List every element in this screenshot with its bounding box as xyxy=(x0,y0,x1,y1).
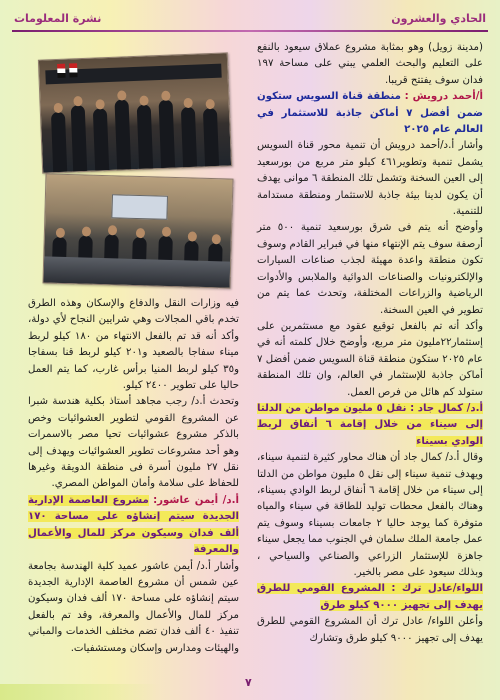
paragraph: وقال أ.د/ كمال جاد أن هناك محاور كثيرة لتنمية سيناء، ويهدف تنمية سيناء إلى نقل ٥ مليون مواطن من الدلتا إلى سيناء من خلال إقامة ٦ أنفاق لربط الوادي بسيناء، وهناك بالفعل محطات توليد للطاقة في سيناء والمياه متوفرة كما يوجد حاليا ٢ جامعات بسيناء وسوف يتم عمل جامعة الملك سلمان في الجنوب مما يجعل سيناء جاهزة للإستثمار الزراعي والصناعي والسياحي ، وبذلك سيعود على مصر بالخير. xyxy=(257,452,483,578)
section-heading xyxy=(257,89,483,138)
page-header xyxy=(0,6,500,30)
paragraph: وأكد أنه تم بالفعل توقيع عقود مع مستثمرين على إستثمار٢٢مليون متر مربع، وأوضح خلال كلمته أنه في عام ٢٠٢٥ ستكون منطقة قناة السويس ضمن أفضل ٧ أماكن جاذبة للإستثمار في العالم، وان تلك المنطقة ستولد كم هائل من فرص العمل. xyxy=(257,320,483,398)
conference-panel-photo xyxy=(43,173,234,288)
person-figure xyxy=(181,107,197,167)
person-figure xyxy=(137,104,153,168)
person-figure xyxy=(203,108,219,166)
person-figure xyxy=(51,112,67,172)
speaker-name: أ/أحمد درويش : xyxy=(404,91,483,103)
paragraph: وأشار أ.د/أحمد درويش أن تنمية محور قناة السويس يشمل تنمية وتطوير٤٦١ كيلو متر مربع من بورسعيد إلى العين السخنة وتشمل تلك المنطقة ٦ موانى يهدف أن يكون لدينا بيئة جاذبة للاستثمار ومنطقة مستدامة للتنمية. xyxy=(257,140,483,218)
paragraph: وأعلن اللواء/ عادل ترك أن المشروع القومي للطرق يهدف إلى تجهيز ٩٠٠٠ كيلو طرق وتشارك xyxy=(257,616,483,644)
projection-screen xyxy=(111,194,168,220)
person-figure xyxy=(159,100,176,168)
flag-icon xyxy=(69,63,78,77)
issue-label: الحادي والعشرون xyxy=(391,12,486,25)
page-number: ٧ xyxy=(245,676,252,689)
person-figure xyxy=(93,108,109,170)
paragraph: وأشار أ.د/ أيمن عاشور عميد كلية الهندسة بجامعة عين شمس أن مشروع العاصمة الإدارية الجديدة سيتم إنشاؤه على مساحة ١٧٠ ألف فدان وسيكون مركز للمال والأعمال والمعرفة، وقد تم بالفعل تنفيذ ٤٠ ألف فدان تضم مختلف الخدمات والمباني والهيئات ومدارس وإسكان ومستشفيات. xyxy=(28,560,239,654)
section-heading xyxy=(28,493,239,559)
corner-decoration xyxy=(0,684,160,700)
person-figure xyxy=(114,99,131,169)
header-divider xyxy=(12,30,488,32)
panel-table xyxy=(44,256,231,287)
speaker-name: أ.د/ أيمن عاشور: xyxy=(153,494,239,506)
heading-text: اللواء/عادل ترك : المشروع القومي للطرق يهدف إلى تجهيز ٩٠٠٠ كيلو طرق xyxy=(257,583,483,611)
section-heading xyxy=(257,401,483,450)
right-column xyxy=(257,40,483,647)
heading-text: مشروع العاصمة الإدارية الجديدة سيتم إنشاؤه على مساحة ١٧٠ ألف فدان وسيكون مركز للمال والأعمال والمعرفة xyxy=(28,494,239,556)
flag-icon xyxy=(57,64,66,78)
heading-text: منطقة قناة السويس ستكون ضمن أفضل ٧ أماكن جاذبة للاستثمار في العالم عام ٢٠٢٥ xyxy=(257,91,483,136)
paragraph: وأوضح أنه يتم فى شرق بورسعيد تنمية ٥٠٠ متر أرصفة سوف يتم الإنتهاء منها في فبراير القادم وسوف تكون منطقة واعدة مهيئة لجذب صناعات السيارات والإلكترونيات والصناعات الدوائية والملابس والأدوات الرياضية والزراعات المختلفة، وتحدث عما يتم من تطوير في العين السخنة. xyxy=(257,222,484,316)
person-figure xyxy=(71,105,88,171)
paragraph: (مدينة زويل) وهو بمثابة مشروع عملاق سيعود بالنفع على التعليم والبحث العلمي يبني على مساحة ١٩٧ فدان سوف يفتتح قريبا. xyxy=(257,42,483,86)
conference-audience-photo xyxy=(38,52,232,173)
publication-name: نشرة المعلومات xyxy=(14,12,102,25)
paragraph: فيه وزارات النقل والدفاع والإسكان وهذه الطرق تخدم باقي المجالات وهي شرايين النجاح لأي دولة، وأكد أنه قد تم بالفعل الانتهاء من ١٨٠ كيلو لربط ميناء سفاجا بالصعيد و٢٠١ كيلو لربط قنا بسفاجا و٣٥ كيلو لربط المنيا برأس غارب، كما يتم العمل حاليا على تطوير ٢٤٠٠ كيلو. xyxy=(28,298,240,392)
paragraph: وتحدث أ.د/ رجب مجاهد أستاذ بكلية هندسة شبرا عن المشروع القومي لتطوير العشوائيات وخص بالذكر مشروع عشوائيات تحيا مصر بالاسمرات وهو أحد مشروعات تطوير العشوائيات ويهدف إلى نقل ٢٧ مليون أسرة فى منطقة الدويقة وغيرها للحفاظ على سلامة وأمان المواطن المصري. xyxy=(28,396,239,490)
heading-text: أ.د/ كمال جاد : نقل ٥ مليون مواطن من الدلتا إلى سيناء من خلال إقامة ٦ أنفاق لربط الوادي بسيناء xyxy=(257,402,483,447)
left-column xyxy=(28,296,239,657)
section-heading xyxy=(257,581,483,614)
